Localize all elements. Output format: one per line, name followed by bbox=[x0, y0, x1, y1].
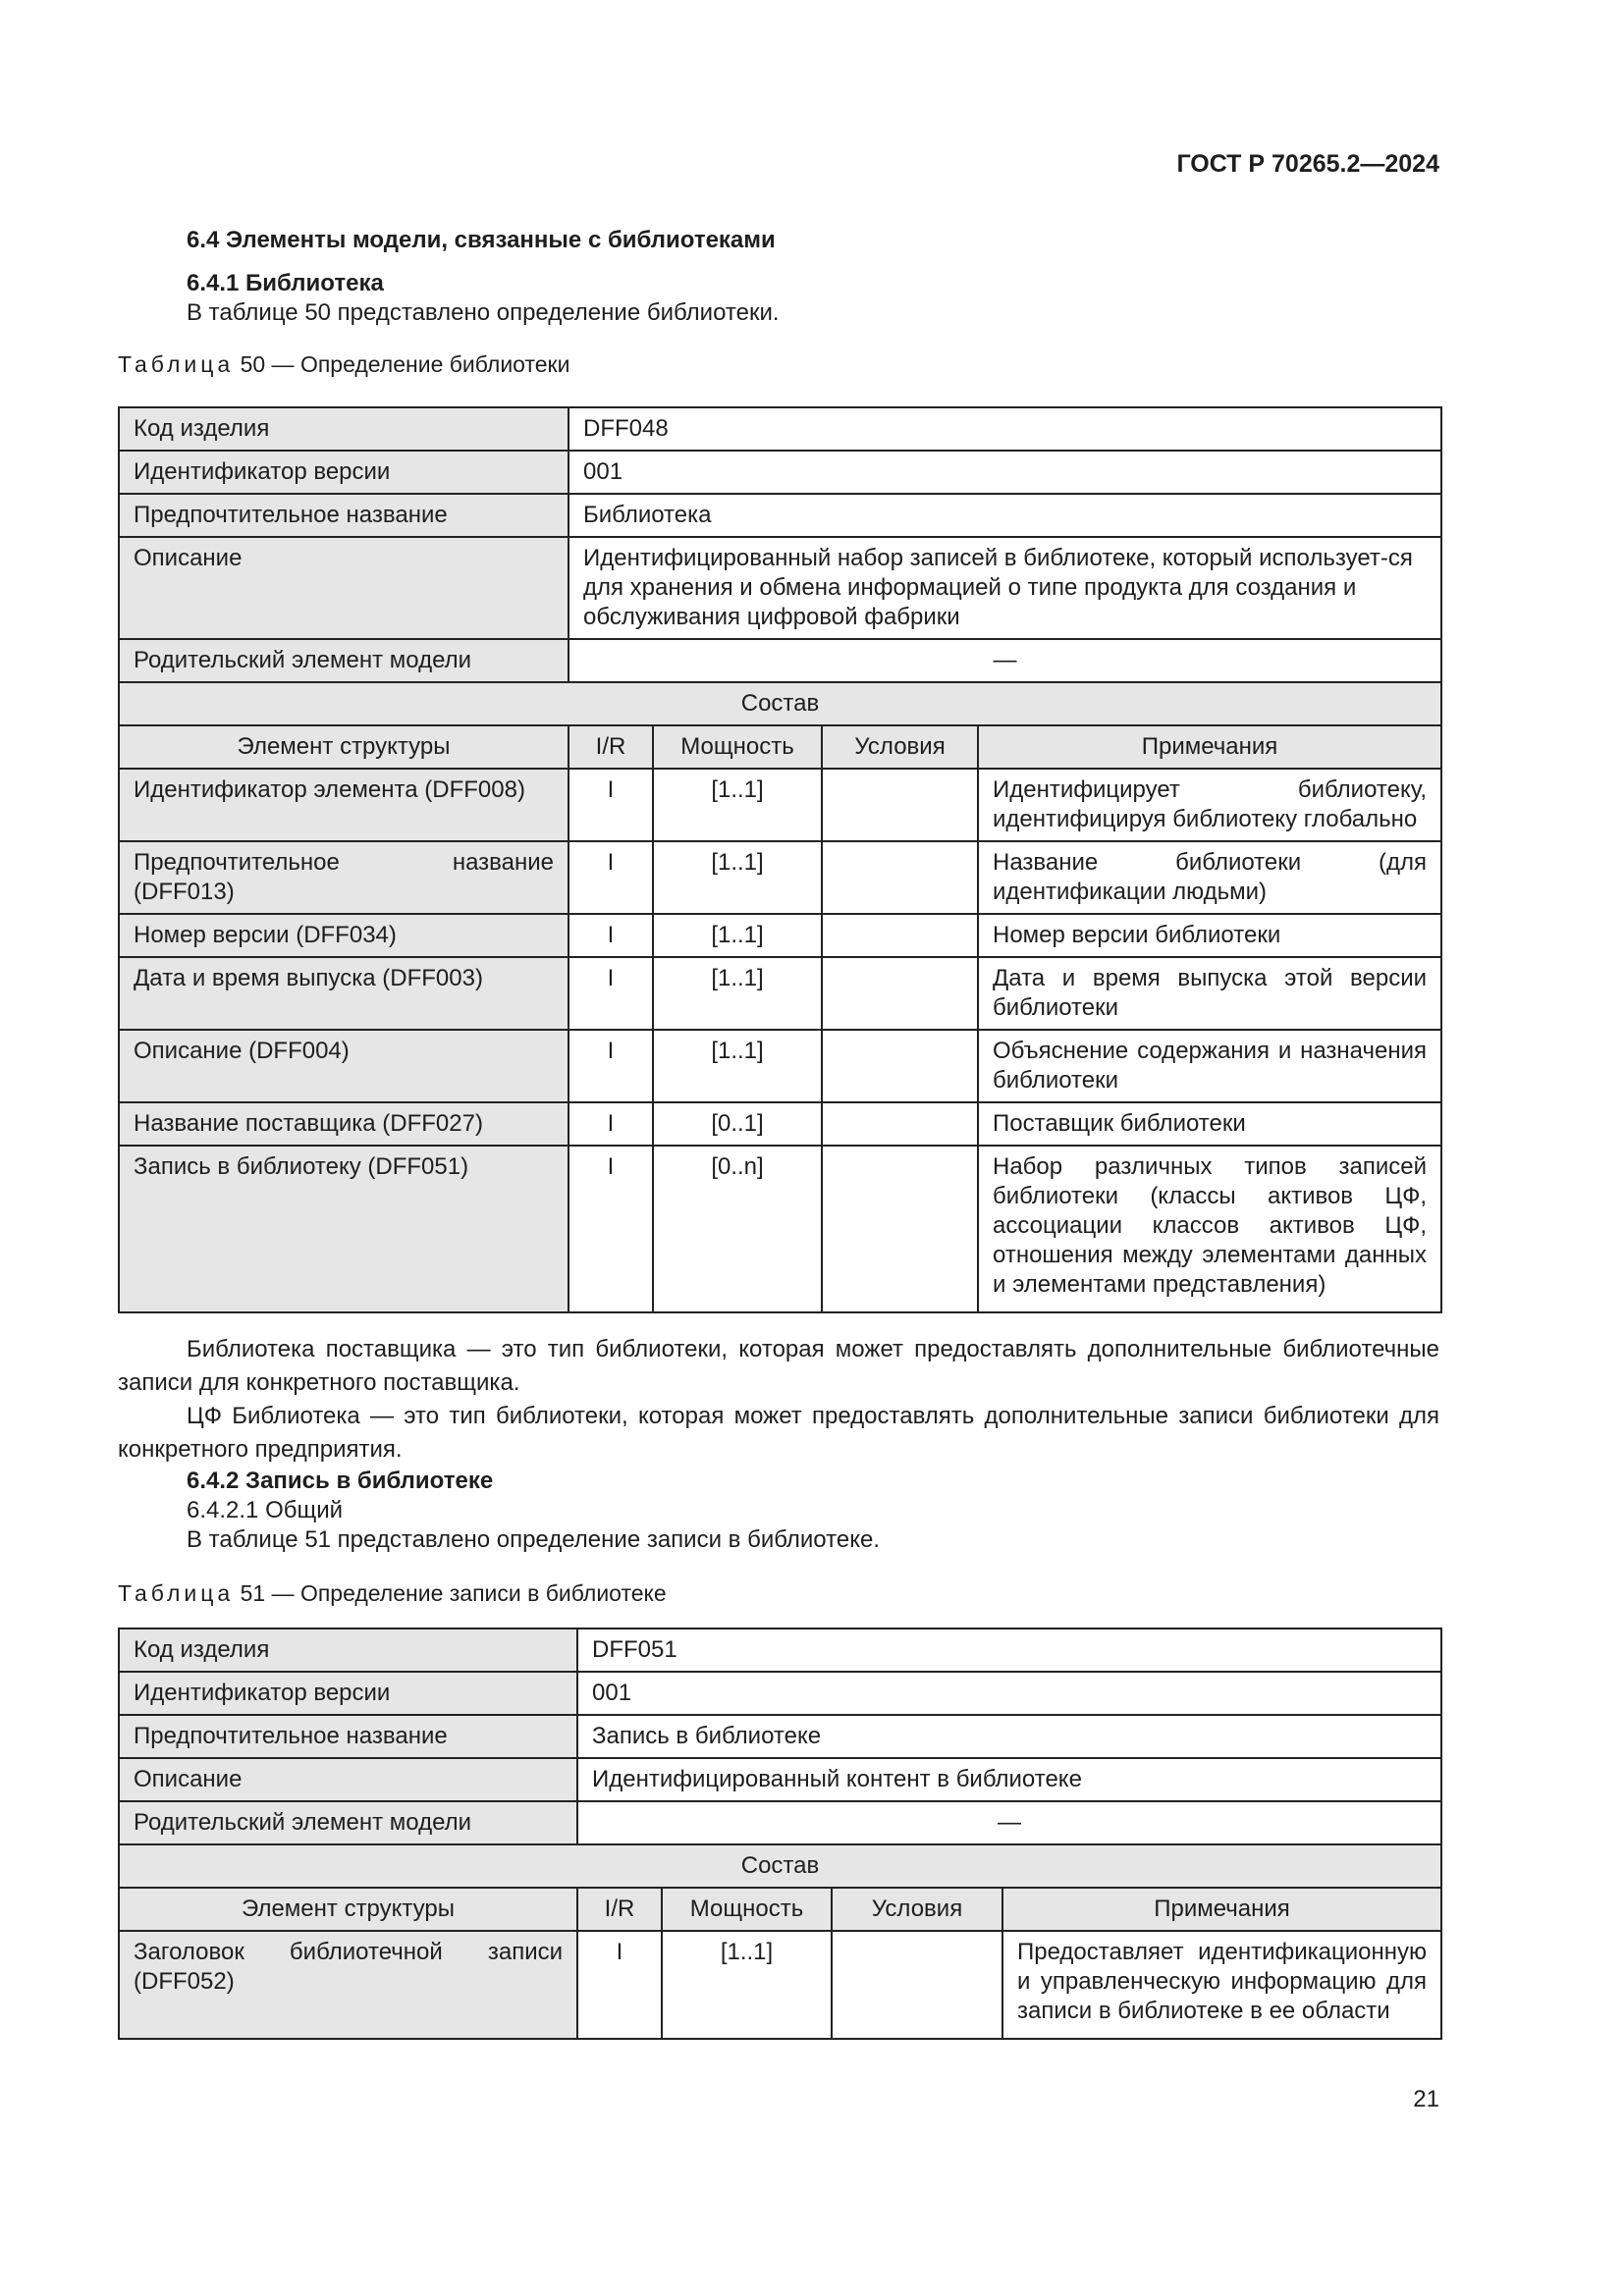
property-row bbox=[119, 1758, 1441, 1801]
property-label: Предпочтительное название bbox=[119, 494, 568, 537]
table-row bbox=[119, 1102, 1441, 1146]
structure-element: Запись в библиотеку (DFF051) bbox=[119, 1146, 568, 1312]
section-title: 6.4 Элементы модели, связанные с библиотеками bbox=[187, 227, 776, 253]
ir-value: I bbox=[568, 769, 653, 841]
property-row bbox=[119, 1715, 1441, 1758]
property-value: — bbox=[577, 1801, 1441, 1844]
notes: Предоставляет идентификационную и управленческую информацию для записи в библиотеке в ее области bbox=[1002, 1931, 1441, 2039]
subsection-title: 6.4.1 Библиотека bbox=[187, 270, 384, 296]
paragraph: Библиотека поставщика — это тип библиотеки, которая может предоставлять дополнительные библиотечные записи для конкретного поставщика. bbox=[118, 1336, 1439, 1396]
property-row bbox=[119, 537, 1441, 639]
conditions bbox=[822, 1030, 978, 1102]
table-caption bbox=[118, 349, 1439, 379]
property-row bbox=[119, 407, 1441, 451]
caption-text: 51 — Определение записи в библиотеке bbox=[240, 1580, 667, 1606]
column-header: Условия bbox=[822, 725, 978, 769]
property-value: 001 bbox=[568, 451, 1441, 494]
table-row bbox=[119, 957, 1441, 1030]
library-definition-table bbox=[118, 406, 1442, 1313]
structure-element: Заголовок библиотечной записи (DFF052) bbox=[119, 1931, 577, 2039]
property-label: Описание bbox=[119, 537, 568, 639]
ir-value: I bbox=[568, 914, 653, 957]
ir-value: I bbox=[568, 1030, 653, 1102]
table-row bbox=[119, 1931, 1441, 2039]
column-header: Элемент структуры bbox=[119, 1888, 577, 1931]
conditions bbox=[822, 1102, 978, 1146]
column-header: Условия bbox=[832, 1888, 1002, 1931]
notes: Дата и время выпуска этой версии библиотеки bbox=[978, 957, 1441, 1030]
subsection-title: 6.4.2 Запись в библиотеке bbox=[187, 1468, 494, 1494]
column-header: Элемент структуры bbox=[119, 725, 568, 769]
ir-value: I bbox=[568, 1146, 653, 1312]
cardinality: [0..n] bbox=[653, 1146, 822, 1312]
caption-label: Таблица bbox=[118, 351, 235, 377]
cardinality: [1..1] bbox=[653, 841, 822, 914]
cardinality: [0..1] bbox=[653, 1102, 822, 1146]
property-label: Идентификатор версии bbox=[119, 451, 568, 494]
paragraph: ЦФ Библиотека — это тип библиотеки, которая может предоставлять дополнительные записи библиотеки для конкретного предприятия. bbox=[118, 1403, 1439, 1463]
ir-value: I bbox=[568, 957, 653, 1030]
library-entry-definition-table bbox=[118, 1628, 1442, 2040]
structure-element: Описание (DFF004) bbox=[119, 1030, 568, 1102]
property-value: Идентифицированный контент в библиотеке bbox=[577, 1758, 1441, 1801]
column-header: I/R bbox=[577, 1888, 662, 1931]
intro-text: В таблице 50 представлено определение библиотеки. bbox=[187, 299, 780, 326]
notes: Набор различных типов записей библиотеки (классы активов ЦФ, ассоциации классов активов ЦФ, отношения между элементами данных и элементами представления) bbox=[978, 1146, 1441, 1312]
property-row bbox=[119, 1629, 1441, 1672]
page-number: 21 bbox=[1413, 2086, 1439, 2112]
cardinality: [1..1] bbox=[653, 957, 822, 1030]
property-value: 001 bbox=[577, 1672, 1441, 1715]
property-value: DFF048 bbox=[568, 407, 1441, 451]
conditions bbox=[822, 769, 978, 841]
conditions bbox=[832, 1931, 1002, 2039]
property-label: Идентификатор версии bbox=[119, 1672, 577, 1715]
property-label: Код изделия bbox=[119, 1629, 577, 1672]
table-caption bbox=[118, 1578, 1439, 1608]
structure-element: Предпочтительное название (DFF013) bbox=[119, 841, 568, 914]
section-intro bbox=[118, 226, 1439, 379]
ir-value: I bbox=[568, 841, 653, 914]
document-code: ГОСТ Р 70265.2—2024 bbox=[1176, 150, 1439, 178]
structure-element: Дата и время выпуска (DFF003) bbox=[119, 957, 568, 1030]
table-50 bbox=[118, 406, 1442, 1313]
property-value: DFF051 bbox=[577, 1629, 1441, 1672]
property-row bbox=[119, 451, 1441, 494]
property-value: Библиотека bbox=[568, 494, 1441, 537]
notes: Объяснение содержания и назначения библиотеки bbox=[978, 1030, 1441, 1102]
notes: Название библиотеки (для идентификации людьми) bbox=[978, 841, 1441, 914]
notes: Номер версии библиотеки bbox=[978, 914, 1441, 957]
column-header: Мощность bbox=[653, 725, 822, 769]
ir-value: I bbox=[568, 1102, 653, 1146]
column-header: Примечания bbox=[978, 725, 1441, 769]
table-row bbox=[119, 769, 1441, 841]
cardinality: [1..1] bbox=[662, 1931, 832, 2039]
property-row bbox=[119, 639, 1441, 682]
table-row bbox=[119, 1030, 1441, 1102]
notes: Поставщик библиотеки bbox=[978, 1102, 1441, 1146]
property-value: Идентифицированный набор записей в библиотеке, который использует-ся для хранения и обмена информацией о типе продукта для создания и обслуживания цифровой фабрики bbox=[568, 537, 1441, 639]
composition-row bbox=[119, 1844, 1441, 1888]
structure-element: Название поставщика (DFF027) bbox=[119, 1102, 568, 1146]
intro-text: В таблице 51 представлено определение записи в библиотеке. bbox=[187, 1526, 880, 1553]
cardinality: [1..1] bbox=[653, 914, 822, 957]
body-text bbox=[118, 1333, 1439, 1608]
composition-header: Состав bbox=[119, 1844, 1441, 1888]
property-label: Код изделия bbox=[119, 407, 568, 451]
structure-element: Идентификатор элемента (DFF008) bbox=[119, 769, 568, 841]
composition-header: Состав bbox=[119, 682, 1441, 725]
table-row bbox=[119, 914, 1441, 957]
column-header-row bbox=[119, 725, 1441, 769]
conditions bbox=[822, 1146, 978, 1312]
column-header-row bbox=[119, 1888, 1441, 1931]
column-header: Примечания bbox=[1002, 1888, 1441, 1931]
table-row bbox=[119, 1146, 1441, 1312]
conditions bbox=[822, 841, 978, 914]
ir-value: I bbox=[577, 1931, 662, 2039]
column-header: Мощность bbox=[662, 1888, 832, 1931]
column-header: I/R bbox=[568, 725, 653, 769]
property-row bbox=[119, 494, 1441, 537]
property-value: Запись в библиотеке bbox=[577, 1715, 1441, 1758]
property-row bbox=[119, 1672, 1441, 1715]
conditions bbox=[822, 957, 978, 1030]
subsubsection-title: 6.4.2.1 Общий bbox=[187, 1497, 344, 1523]
caption-label: Таблица bbox=[118, 1580, 235, 1606]
caption-text: 50 — Определение библиотеки bbox=[240, 351, 570, 377]
property-label: Описание bbox=[119, 1758, 577, 1801]
cardinality: [1..1] bbox=[653, 769, 822, 841]
cardinality: [1..1] bbox=[653, 1030, 822, 1102]
property-row bbox=[119, 1801, 1441, 1844]
property-value: — bbox=[568, 639, 1441, 682]
structure-element: Номер версии (DFF034) bbox=[119, 914, 568, 957]
property-label: Предпочтительное название bbox=[119, 1715, 577, 1758]
table-51 bbox=[118, 1628, 1442, 2040]
property-label: Родительский элемент модели bbox=[119, 1801, 577, 1844]
table-row bbox=[119, 841, 1441, 914]
composition-row bbox=[119, 682, 1441, 725]
property-label: Родительский элемент модели bbox=[119, 639, 568, 682]
conditions bbox=[822, 914, 978, 957]
notes: Идентифицирует библиотеку, идентифицируя библиотеку глобально bbox=[978, 769, 1441, 841]
